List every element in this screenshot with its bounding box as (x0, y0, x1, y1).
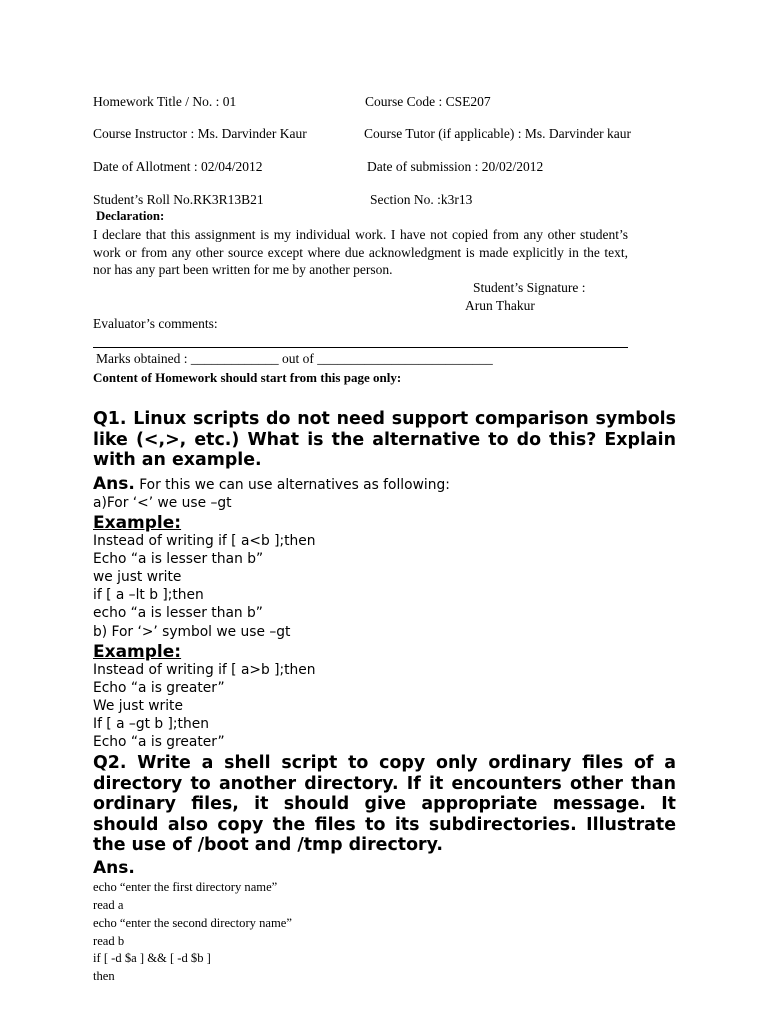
marks-obtained: Marks obtained : _____________ out of __________________________ (96, 351, 493, 366)
course-instructor: Course Instructor : Ms. Darvinder Kaur (93, 126, 307, 141)
signature-label: Student’s Signature : (473, 280, 586, 295)
evaluator-comments-label: Evaluator’s comments: (93, 316, 218, 331)
course-tutor: Course Tutor (if applicable) : Ms. Darvinder kaur (364, 126, 631, 141)
code-line: echo “enter the second directory name” (93, 916, 292, 930)
code-line: echo “enter the first directory name” (93, 880, 278, 894)
q2-answer-label: Ans. (93, 858, 135, 878)
example-heading-2: Example: (93, 642, 182, 662)
homework-title: Homework Title / No. : 01 (93, 94, 237, 109)
signature-name: Arun Thakur (465, 298, 535, 313)
date-of-submission: Date of submission : 20/02/2012 (367, 159, 544, 174)
example1-line: we just write (93, 569, 182, 585)
code-line: then (93, 969, 115, 983)
content-note: Content of Homework should start from this page only: (93, 370, 402, 385)
example-heading-1: Example: (93, 513, 182, 533)
answer-intro: For this we can use alternatives as following: (134, 477, 450, 493)
example1-line: Instead of writing if [ a<b ];then (93, 533, 316, 549)
declaration-text: I declare that this assignment is my individual work. I have not copied from any other student’s work or from any other source except where due acknowledgment is made explicitly in the text, nor has any part been written for me by another person. (93, 227, 628, 277)
example1-line: b) For ‘>’ symbol we use –gt (93, 624, 291, 640)
example2-line: Echo “a is greater” (93, 734, 225, 750)
example2-line: Instead of writing if [ a>b ];then (93, 662, 316, 678)
example1-line: Echo “a is lesser than b” (93, 551, 264, 567)
alternative-a: a)For ‘<’ we use –gt (93, 495, 232, 511)
answer-label: Ans. (93, 474, 135, 494)
example2-line: Echo “a is greater” (93, 680, 225, 696)
example1-line: if [ a –lt b ];then (93, 587, 204, 603)
code-line: read b (93, 934, 125, 948)
code-line: read a (93, 898, 124, 912)
comments-rule (93, 347, 628, 348)
example2-line: If [ a –gt b ];then (93, 716, 209, 732)
code-line: if [ -d $a ] && [ -d $b ] (93, 951, 211, 965)
section-no: Section No. :k3r13 (370, 192, 473, 207)
question-2: Q2. Write a shell script to copy only ordinary files of a directory to another directory. If it encounters other than ordinary files, it should give appropriate message. It should also copy the files to its subdirectories. Illustrate the use of /boot and /tmp directory. (93, 753, 676, 856)
date-of-allotment: Date of Allotment : 02/04/2012 (93, 159, 263, 174)
example2-line: We just write (93, 698, 183, 714)
student-roll-no: Student’s Roll No.RK3R13B21 (93, 192, 264, 207)
q1-answer-line (93, 474, 450, 494)
question-1: Q1. Linux scripts do not need support comparison symbols like (<,>, etc.) What is the alternative to do this? Explain with an example. (93, 409, 676, 471)
course-code: Course Code : CSE207 (365, 94, 491, 109)
example1-line: echo “a is lesser than b” (93, 605, 263, 621)
declaration-heading: Declaration: (96, 209, 165, 223)
